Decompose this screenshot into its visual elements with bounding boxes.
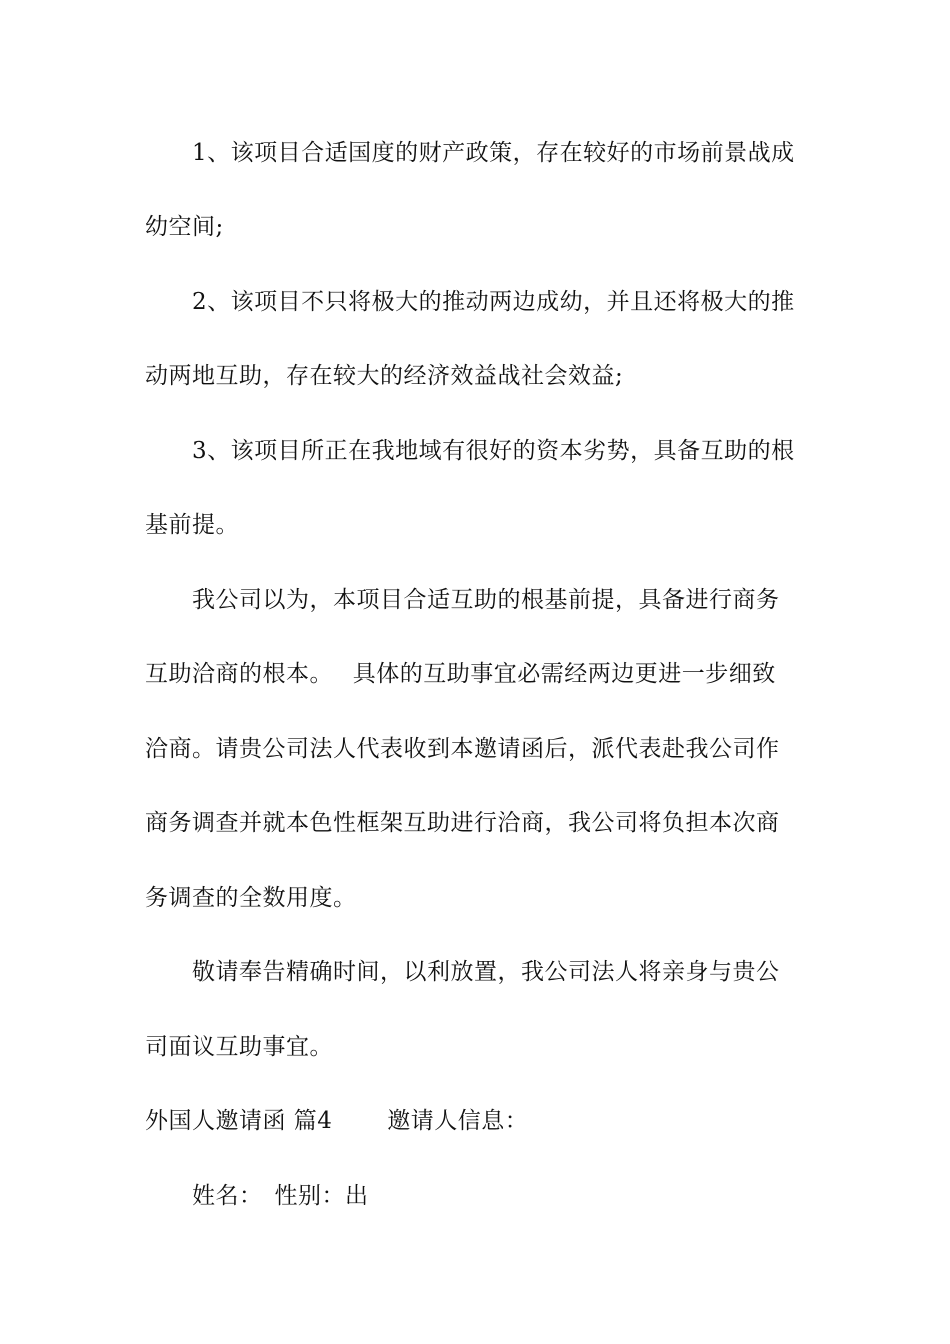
section-heading: 外国人邀请函 篇4 邀请人信息： <box>145 1108 529 1134</box>
paragraph-4-line-2: 互助洽商的根本。 具体的互助事宜必需经两边更进一步细致 <box>145 661 776 687</box>
paragraph-4-line-5: 务调查的全数用度。 <box>145 885 357 911</box>
paragraph-2-line-1: 2、该项目不只将极大的推动两边成幼，并且还将极大的推 <box>145 289 795 315</box>
paragraph-3-line-1: 3、该项目所正在我地域有很好的资本劣势，具备互助的根 <box>145 438 795 464</box>
paragraph-1-line-2: 幼空间; <box>145 214 224 240</box>
paragraph-1-line-1: 1、该项目合适国度的财产政策，存在较好的市场前景战成 <box>145 140 795 166</box>
inviter-info-fields: 姓名： 性别：出 <box>145 1183 369 1209</box>
paragraph-4-line-3: 洽商。请贵公司法人代表收到本邀请函后，派代表赴我公司作 <box>145 736 780 762</box>
paragraph-3-line-2: 基前提。 <box>145 512 239 538</box>
paragraph-5-line-1: 敬请奉告精确时间，以利放置，我公司法人将亲身与贵公 <box>145 959 780 985</box>
paragraph-2-line-2: 动两地互助，存在较大的经济效益战社会效益; <box>145 363 624 389</box>
paragraph-4-line-4: 商务调查并就本色性框架互助进行洽商，我公司将负担本次商 <box>145 810 780 836</box>
paragraph-5-line-2: 司面议互助事宜。 <box>145 1034 333 1060</box>
paragraph-4-line-1: 我公司以为，本项目合适互助的根基前提，具备进行商务 <box>145 587 780 613</box>
